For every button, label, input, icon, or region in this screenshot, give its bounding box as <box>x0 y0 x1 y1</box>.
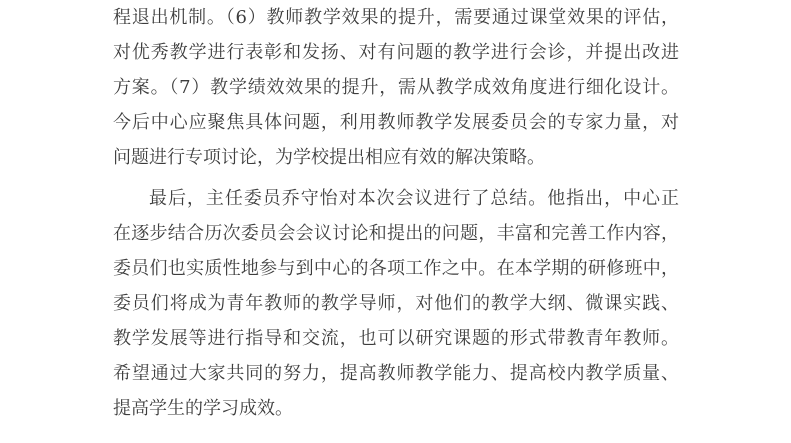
text-line: 委员们将成为青年教师的教学导师，对他们的教学大纲、微课实践、 <box>113 293 679 314</box>
text-line: 委员们也实质性地参与到中心的各项工作之中。在本学期的研修班中， <box>113 258 679 279</box>
text-line: 在逐步结合历次委员会会议讨论和提出的问题，丰富和完善工作内容， <box>113 223 679 244</box>
document-text-block <box>113 0 679 426</box>
text-line: 最后，主任委员乔守怡对本次会议进行了总结。他指出，中心正 <box>149 188 679 209</box>
text-line: 程退出机制。（6）教师教学效果的提升，需要通过课堂效果的评估， <box>113 7 679 28</box>
text-line: 今后中心应聚焦具体问题，利用教师教学发展委员会的专家力量，对 <box>113 112 679 133</box>
paragraph <box>113 181 679 426</box>
text-line: 方案。（7）教学绩效效果的提升，需从教学成效角度进行细化设计。 <box>113 77 679 98</box>
text-line: 提高学生的学习成效。 <box>113 398 293 419</box>
text-line: 问题进行专项讨论，为学校提出相应有效的解决策略。 <box>113 147 545 168</box>
paragraph <box>113 0 679 175</box>
text-line: 对优秀教学进行表彰和发扬、对有问题的教学进行会诊，并提出改进 <box>113 42 679 63</box>
text-line: 教学发展等进行指导和交流，也可以研究课题的形式带教青年教师。 <box>113 328 679 349</box>
text-line: 希望通过大家共同的努力，提高教师教学能力、提高校内教学质量、 <box>113 363 679 384</box>
